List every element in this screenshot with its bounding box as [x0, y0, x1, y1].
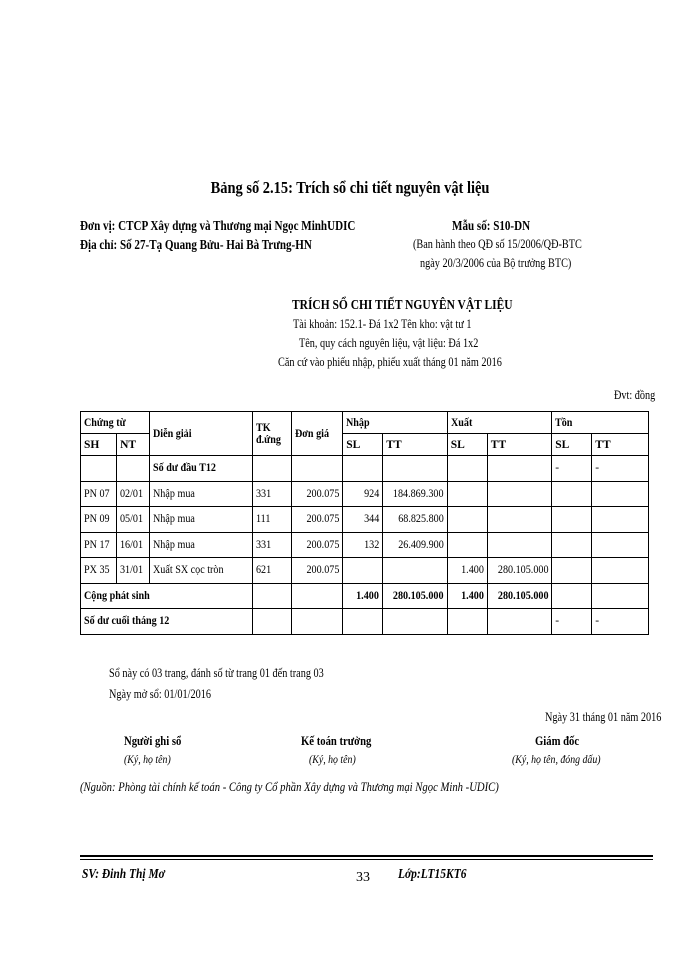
total-row: Cộng phát sinh 1.400 280.105.000 1.400 280.105.000: [81, 583, 649, 609]
footer-rule-thick: [80, 855, 653, 857]
table-row: PX 35 31/01 Xuất SX cọc tròn 621 200.075 1.400 280.105.000: [81, 558, 649, 584]
footer-rule-thin: [80, 859, 653, 860]
header-balance: Tồn: [552, 412, 649, 434]
header-import-tt: TT: [383, 434, 448, 456]
header-balance-sl: SL: [552, 434, 592, 456]
closing-label: Số dư cuối tháng 12: [81, 609, 253, 635]
signer-director-note: (Ký, họ tên, đóng dấu): [512, 752, 601, 766]
opening-balance-row: [81, 456, 649, 482]
opening-label: Số dư đầu T12: [150, 456, 253, 482]
footer-page-number: 33: [356, 870, 370, 885]
header-export-sl: SL: [447, 434, 487, 456]
table-header-row-1: [81, 412, 649, 434]
currency-unit: Đvt: đồng: [614, 388, 656, 402]
header-nt: NT: [117, 434, 150, 456]
opening-bal-sl: -: [552, 456, 592, 482]
header-sh: SH: [81, 434, 117, 456]
signer-recorder-role: Người ghi sổ: [124, 733, 182, 748]
ledger-spec: Tên, quy cách nguyên liệu, vật liệu: Đá 1x2: [299, 336, 479, 350]
header-export-tt: TT: [487, 434, 552, 456]
pages-note: Sổ này có 03 trang, đánh số từ trang 01 đến trang 03: [109, 666, 324, 680]
ledger-account: Tài khoản: 152.1- Đá 1x2 Tên kho: vật tư 1: [293, 317, 472, 331]
ledger-basis: Căn cứ vào phiếu nhập, phiếu xuất tháng 01 năm 2016: [278, 355, 502, 369]
signer-chief-accountant-note: (Ký, họ tên): [309, 752, 356, 766]
header-price: Đơn giá: [292, 412, 343, 456]
company-unit: Đơn vị: CTCP Xây dựng và Thương mại Ngọc MinhUDIC: [80, 218, 356, 233]
table-row: PN 07 02/01 Nhập mua 331 200.075 924 184.869.300: [81, 481, 649, 507]
header-description: Diễn giải: [150, 412, 253, 456]
footer-class: Lớp:LT15KT6: [398, 867, 467, 882]
header-import: Nhập: [343, 412, 448, 434]
opening-bal-tt: -: [592, 456, 649, 482]
header-balance-tt: TT: [592, 434, 649, 456]
sign-date: Ngày 31 tháng 01 năm 2016: [545, 710, 662, 724]
form-issued-line2: ngày 20/3/2006 của Bộ trưởng BTC): [420, 256, 572, 270]
source-note: (Nguồn: Phòng tài chính kế toán - Công ty Cổ phần Xây dựng và Thương mại Ngọc Minh -UDIC): [80, 779, 499, 794]
form-issued-line1: (Ban hành theo QĐ số 15/2006/QĐ-BTC: [413, 237, 582, 251]
header-voucher: Chứng từ: [81, 412, 150, 434]
header-tk: TK đ.ứng: [253, 412, 292, 456]
header-export: Xuất: [447, 412, 552, 434]
table-row: PN 09 05/01 Nhập mua 111 200.075 344 68.825.800: [81, 507, 649, 533]
total-label: Cộng phát sinh: [81, 583, 253, 609]
company-address: Địa chỉ: Số 27-Tạ Quang Bửu- Hai Bà Trưng-HN: [80, 237, 312, 252]
signer-recorder-note: (Ký, họ tên): [124, 752, 171, 766]
closing-bal-sl: -: [552, 609, 592, 635]
footer-student: SV: Đinh Thị Mơ: [82, 867, 165, 882]
closing-bal-tt: -: [592, 609, 649, 635]
document-title: Bảng số 2.15: Trích sổ chi tiết nguyên vật liệu: [210, 178, 490, 197]
signer-director-role: Giám đốc: [535, 733, 580, 748]
ledger-heading: TRÍCH SỔ CHI TIẾT NGUYÊN VẬT LIỆU: [292, 298, 513, 313]
closing-balance-row: [81, 609, 649, 635]
signer-chief-accountant-role: Kế toán trưởng: [301, 733, 372, 748]
ledger-table: [80, 411, 649, 635]
header-import-sl: SL: [343, 434, 383, 456]
open-date-note: Ngày mở sổ: 01/01/2016: [109, 687, 211, 701]
table-row: PN 17 16/01 Nhập mua 331 200.075 132 26.409.900: [81, 532, 649, 558]
form-code: Mẫu số: S10-DN: [452, 218, 531, 233]
